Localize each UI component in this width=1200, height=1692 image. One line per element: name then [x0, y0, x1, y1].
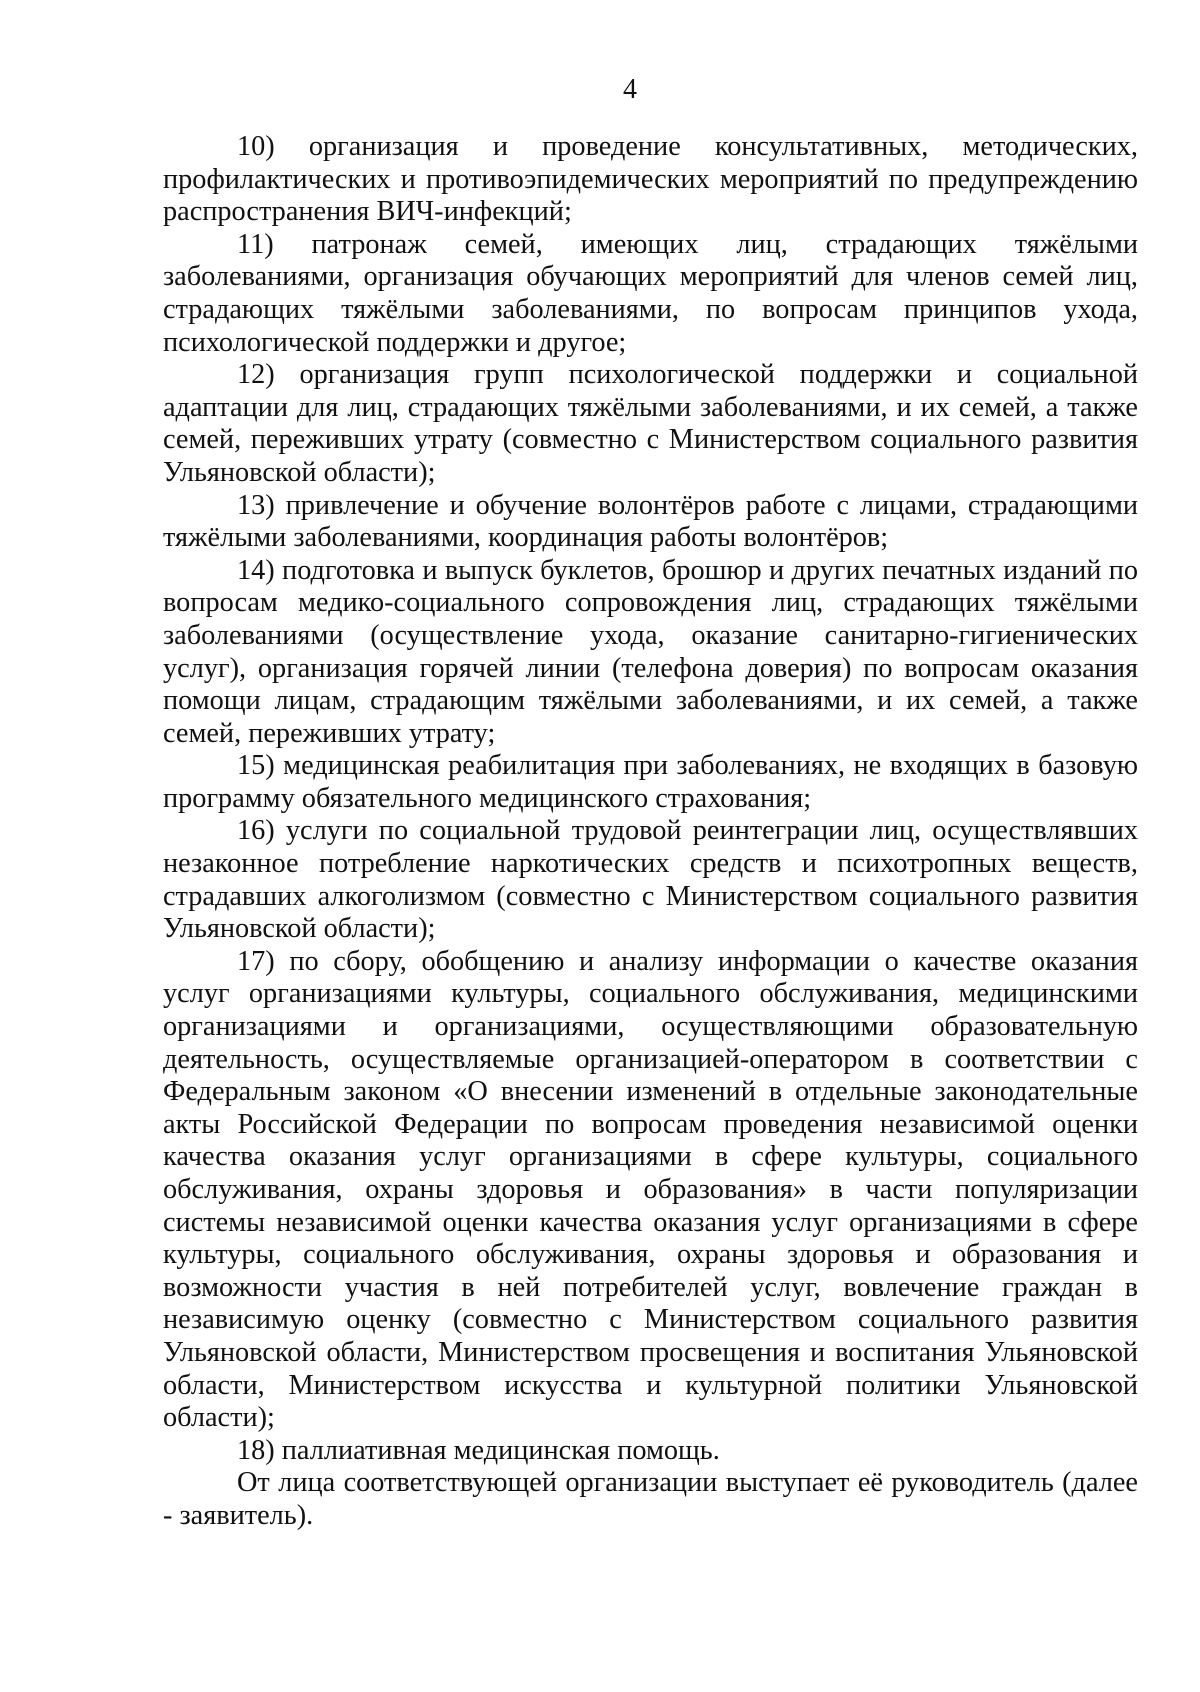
paragraph-item-16: 16) услуги по социальной трудовой реинтеграции лиц, осуществлявших незаконное потребление наркотических средств и психотропных веществ, страдавших алкоголизмом (совместно с Министерством социального развития Ульяновской области);	[163, 815, 1138, 945]
paragraph-item-14: 14) подготовка и выпуск буклетов, брошюр и других печатных изданий по вопросам медико-социального сопровождения лиц, страдающих тяжёлыми заболеваниями (осуществление ухода, оказание санитарно-гигиенических услуг), организация горячей линии (телефона доверия) по вопросам оказания помощи лицам, страдающим тяжёлыми заболеваниями, и их семей, а также семей, переживших утрату;	[163, 554, 1138, 749]
paragraph-item-10: 10) организация и проведение консультативных, методических, профилактических и противоэпидемических мероприятий по предупреждению распространения ВИЧ-инфекций;	[163, 131, 1138, 228]
paragraph-item-15: 15) медицинская реабилитация при заболеваниях, не входящих в базовую программу обязательного медицинского страхования;	[163, 750, 1138, 814]
paragraph-applicant: От лица соответствующей организации выступает её руководитель (далее - заявитель).	[163, 1467, 1138, 1531]
body-text	[163, 131, 1138, 1533]
paragraph-item-11: 11) патронаж семей, имеющих лиц, страдающих тяжёлыми заболеваниями, организация обучающих мероприятий для членов семей лиц, страдающих тяжёлыми заболеваниями, по вопросам принципов ухода, психологической поддержки и другое;	[163, 228, 1138, 358]
paragraph-item-13: 13) привлечение и обучение волонтёров работе с лицами, страдающими тяжёлыми заболеваниями, координация работы волонтёров;	[163, 489, 1138, 554]
paragraph-item-17: 17) по сбору, обобщению и анализу информации о качестве оказания услуг организациями культуры, социального обслуживания, медицинскими организациями и организациями, осуществляющими образовательную деятельность, осуществляемые организацией-оператором в соответствии с Федеральным законом «О внесении изменений в отдельные законодательные акты Российской Федерации по вопросам проведения независимой оценки качества оказания услуг организациями в сфере культуры, социального обслуживания, охраны здоровья и образования» в части популяризации системы независимой оценки качества оказания услуг организациями в сфере культуры, социального обслуживания, охраны здоровья и образования и возможности участия в ней потребителей услуг, вовлечение граждан в независимую оценку (совместно с Министерством социального развития Ульяновской области, Министерством просвещения и воспитания Ульяновской области, Министерством искусства и культурной политики Ульяновской области);	[163, 945, 1138, 1434]
paragraph-item-18: 18) паллиативная медицинская помощь.	[237, 1434, 720, 1466]
page-number: 4	[623, 74, 637, 105]
paragraph-item-12: 12) организация групп психологической поддержки и социальной адаптации для лиц, страдающих тяжёлыми заболеваниями, и их семей, а также семей, переживших утрату (совместно с Министерством социального развития Ульяновской области);	[163, 359, 1138, 488]
